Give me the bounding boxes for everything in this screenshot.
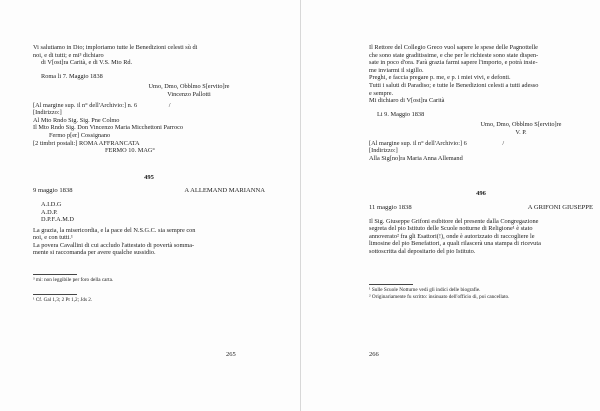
body-line: Il Sig. Giuseppe Grifoni esibitore del presente dalla Congregazione: [369, 217, 539, 225]
postal-stamps: FERMO 10. MAG°: [105, 147, 155, 155]
address-label: [Indirizzo:]: [33, 109, 62, 117]
footnote-rule: [369, 284, 413, 285]
body-line: segreta del pio Istituto delle Scuole notturne di Religione¹ è stato: [369, 225, 533, 233]
letter-number: 495: [144, 173, 154, 181]
footnote: ¹ Sulle Scuole Notturne vedi gli indici delle biografie.: [369, 287, 481, 294]
place-date: Roma li 7. Maggio 1838: [41, 72, 103, 80]
opening-line: Tutti i saluti di Paradiso; e tutte le Benedizioni celesti a tutti adesso: [369, 81, 539, 89]
address-line: Al Mto Rndo Sig. Sig. Pne Colmo: [33, 116, 120, 124]
body-line: limosine del pio Benefattori, a quali rilascerà una stampa di ricevuta: [369, 240, 541, 248]
opening-line: Preghi, e faccia pregare p. me, e p. i miei vivi, e defonti.: [369, 74, 511, 82]
opening-line: che sono state graditissime, e che per le richieste sono state dispen-: [369, 51, 539, 59]
address-line: Il Mto Rndo Sig. Don Vincenzo Maria Micchettoni Parroco: [33, 124, 184, 132]
letter-date: 9 maggio 1838: [33, 187, 73, 195]
address-label: [Indirizzo:]: [369, 147, 398, 155]
invocation: A.D.P.: [41, 208, 58, 216]
right-page: [300, 0, 600, 411]
signature: [369, 121, 593, 136]
page-number: 266: [369, 351, 379, 358]
archive-note: [369, 140, 593, 148]
archive-slash: /: [168, 101, 171, 109]
address-line: Fermo p[er] Cossignano: [49, 131, 111, 139]
right-page-text: [369, 44, 593, 300]
opening-line: di V[ost]ra Carità, e di V.S. Mto Rd.: [41, 59, 133, 67]
footnote: ³ mi: non leggibile per foro della carta.: [33, 277, 114, 284]
body-line: annoverato² fra gli Esattori(!), onde è autorizzato di raccogliere le: [369, 232, 535, 240]
place-date: Li 9. Maggio 1838: [377, 110, 425, 118]
signature-line: Umo, Dmo, Obblmo S[ervito]re: [148, 83, 230, 91]
body-line: La povera Cavallini di cui accludo l'attestato di povertà somma-: [33, 241, 195, 249]
opening-line: Il Rettore del Collegio Greco vuol sapere le spese delle Pagnottelle: [369, 44, 538, 51]
signature-name: Vincenzo Pallotti: [167, 90, 211, 98]
footnote-rule: [33, 274, 77, 275]
opening-line: e sempre.: [369, 89, 394, 97]
signature-name: V. P.: [515, 128, 527, 136]
archive-note-text: [Al margine sup. il n° dell'Archivio:] 6: [369, 139, 467, 147]
body-line: La grazia, la misericordia, e la pace del N.S.G.C. sia sempre con: [33, 226, 196, 234]
footnote-rule: [33, 294, 77, 295]
footnote: ² Originariamente fu scritto: insinuato dell'officio di, poi cancellato.: [369, 293, 510, 300]
invocation: D.P.F.A.M.D: [41, 216, 74, 224]
left-page-text: [33, 44, 265, 304]
letter-heading: [369, 204, 593, 212]
letter-number: 496: [476, 190, 486, 198]
opening-line: Vi salutiamo in Dio; imploriamo tutte le Benedizioni celesti sù di: [33, 44, 198, 51]
archive-note-text: [Al margine sup. il n° dell'Archivio:] n. 6: [33, 101, 138, 109]
opening-line: Mi dichiaro di V[ost]ra Carità: [369, 97, 445, 105]
address-line: Alla Sig[no]ra Maria Anna Allemand: [369, 154, 463, 162]
letter-recipient: A GRIFONI GIUSEPPE: [527, 203, 593, 211]
invocation: A.I.D.G: [41, 200, 62, 208]
letter-date: 11 maggio 1838: [369, 203, 412, 211]
body-line: mente si raccomanda per avere qualche sussidio.: [33, 249, 156, 257]
letter-heading: [33, 187, 265, 195]
signature-line: Umo, Dmo, Obblmo S[ervito]re: [480, 121, 562, 129]
opening-line: noi, e di tutti; e mi³ dichiaro: [33, 51, 104, 59]
footnote: ¹ Cf. Gal 1,3; 2 Pt 1,2; Jds 2.: [33, 297, 93, 304]
body-line: sottoscritta dal depositario del pio Istituto.: [369, 247, 476, 255]
body-line: noi, e con tutti.¹: [33, 234, 73, 242]
page-number: 265: [226, 351, 236, 358]
letter-recipient: A ALLEMAND MARIANNA: [184, 187, 265, 195]
signature: [33, 83, 265, 98]
postal-stamps: [2 timbri postali:] ROMA AFFRANCATA: [33, 139, 140, 147]
opening-line: sate in poco d'ora. Farà grazia farmi sapere l'importo, e potrà insie-: [369, 59, 538, 67]
archive-note: [33, 102, 265, 110]
archive-slash: /: [502, 139, 505, 147]
opening-line: me inviarmi il sigillo.: [369, 66, 424, 74]
